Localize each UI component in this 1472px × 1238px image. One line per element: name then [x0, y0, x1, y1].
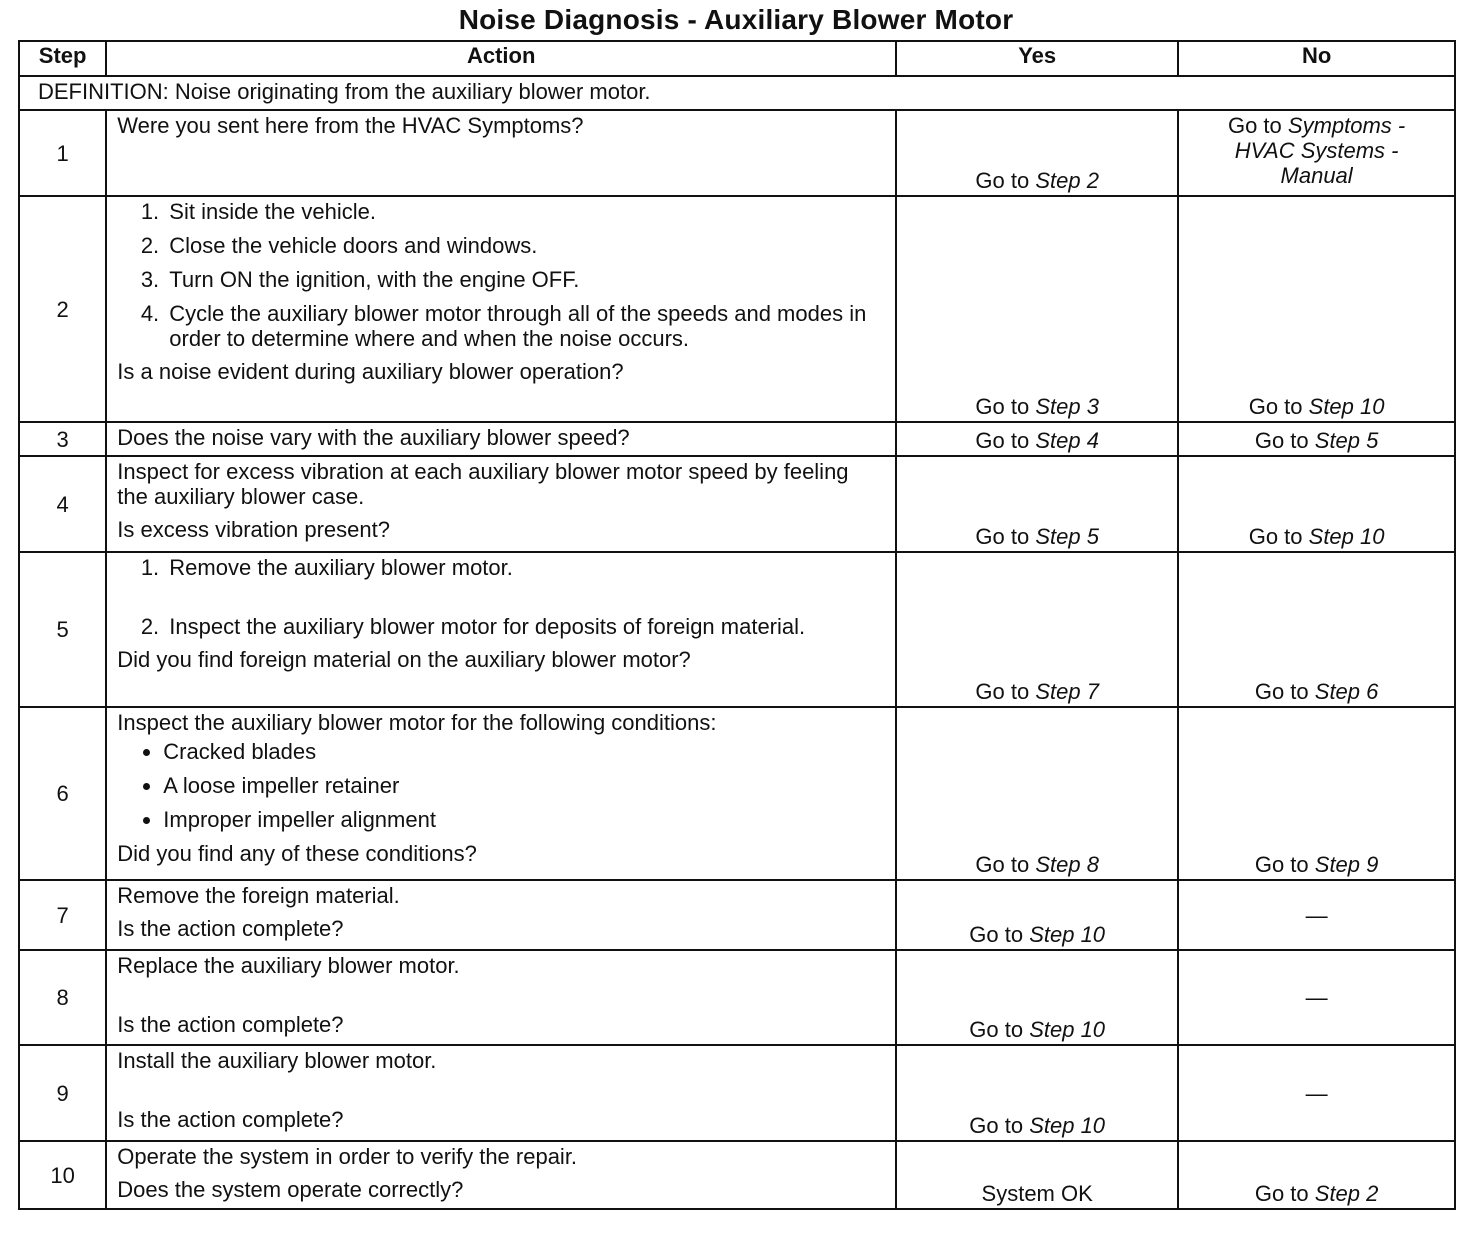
step-link[interactable]: Step 5 — [1035, 524, 1099, 549]
go-to-label: Go to — [975, 394, 1030, 419]
conditions-list — [117, 739, 885, 832]
header-action: Action — [106, 41, 896, 76]
step-link[interactable]: Step 2 — [1314, 1181, 1379, 1206]
question-text: Were you sent here from the HVAC Symptoms? — [117, 113, 584, 138]
header-yes: Yes — [896, 41, 1178, 76]
action-cell — [106, 456, 896, 552]
no-cell: — — [1178, 950, 1455, 1045]
step-link[interactable]: Step 10 — [1308, 394, 1385, 419]
yes-cell — [896, 950, 1178, 1045]
action-cell — [106, 1045, 896, 1141]
step-link[interactable]: Step 9 — [1314, 852, 1379, 877]
step-link[interactable]: Step 10 — [1308, 524, 1385, 549]
go-to-label: Go to — [1254, 852, 1309, 877]
go-to-label: Go to — [1227, 113, 1282, 138]
question-text: Did you find foreign material on the auxiliary blower motor? — [117, 647, 691, 672]
page-title: Noise Diagnosis - Auxiliary Blower Motor — [458, 4, 1014, 35]
no-cell — [1178, 456, 1455, 552]
yes-cell — [896, 456, 1178, 552]
step-link[interactable]: Symptoms - — [1287, 113, 1406, 138]
definition-text: DEFINITION: Noise originating from the auxiliary blower motor. — [19, 76, 1455, 110]
step-link[interactable]: Manual — [1280, 163, 1353, 188]
question-text: Is the action complete? — [117, 916, 344, 941]
yes-cell — [896, 1045, 1178, 1141]
yes-cell — [896, 707, 1178, 880]
step-number: 6 — [19, 707, 106, 880]
no-cell — [1178, 110, 1455, 196]
go-to-label: Go to — [969, 1113, 1024, 1138]
action-cell — [106, 707, 896, 880]
table-row — [19, 110, 1455, 196]
question-text: Is the action complete? — [117, 1012, 344, 1037]
go-to-label: Go to — [969, 922, 1024, 947]
step-link[interactable]: Step 6 — [1314, 679, 1379, 704]
action-cell — [106, 552, 896, 707]
go-to-label: Go to — [1254, 1181, 1309, 1206]
step-link[interactable]: Step 2 — [1035, 168, 1099, 193]
list-item: 3. Turn ON the ignition, with the engine OFF. — [165, 267, 885, 292]
list-item: 2. Inspect the auxiliary blower motor for deposits of foreign material. — [165, 614, 885, 639]
step-number: 9 — [19, 1045, 106, 1141]
step-number: 2 — [19, 196, 106, 422]
go-to-label: Go to — [975, 679, 1030, 704]
action-cell — [106, 196, 896, 422]
list-item: 1. Remove the auxiliary blower motor. — [165, 555, 885, 580]
action-cell — [106, 880, 896, 950]
action-text: Remove the foreign material. — [117, 883, 400, 908]
yes-cell — [896, 552, 1178, 707]
step-number: 7 — [19, 880, 106, 950]
step-number: 8 — [19, 950, 106, 1045]
question-text: Did you find any of these conditions? — [117, 841, 477, 866]
no-cell — [1178, 422, 1455, 456]
step-link[interactable]: Step 10 — [1029, 1017, 1106, 1042]
go-to-label: Go to — [975, 852, 1030, 877]
yes-cell — [896, 196, 1178, 422]
go-to-label: Go to — [1254, 679, 1309, 704]
no-cell — [1178, 707, 1455, 880]
question-text: Is the action complete? — [117, 1107, 344, 1132]
list-item: • A loose impeller retainer — [163, 773, 885, 798]
step-link[interactable]: Step 10 — [1029, 922, 1106, 947]
action-text: Inspect the auxiliary blower motor for the following conditions: — [117, 710, 717, 735]
step-link[interactable]: Step 7 — [1035, 679, 1099, 704]
list-item: 1. Sit inside the vehicle. — [165, 199, 885, 224]
step-link[interactable]: Step 10 — [1029, 1113, 1106, 1138]
go-to-label: Go to — [1248, 394, 1303, 419]
diagnosis-table — [18, 40, 1456, 1210]
question-text: Does the system operate correctly? — [117, 1177, 464, 1202]
action-cell — [106, 422, 896, 456]
step-link[interactable]: HVAC Systems - — [1234, 138, 1399, 163]
table-row — [19, 1141, 1455, 1209]
go-to-label: Go to — [975, 168, 1030, 193]
yes-cell — [896, 110, 1178, 196]
question-text: Is excess vibration present? — [117, 517, 390, 542]
yes-cell — [896, 880, 1178, 950]
action-steps-list — [117, 555, 885, 639]
step-link[interactable]: Step 8 — [1035, 852, 1099, 877]
action-text: Replace the auxiliary blower motor. — [117, 953, 460, 978]
table-row — [19, 552, 1455, 707]
go-to-label: Go to — [975, 524, 1030, 549]
step-number: 1 — [19, 110, 106, 196]
step-link[interactable]: Step 3 — [1035, 394, 1099, 419]
no-cell: — — [1178, 880, 1455, 950]
action-cell — [106, 110, 896, 196]
list-item: • Cracked blades — [163, 739, 885, 764]
list-item: 4. Cycle the auxiliary blower motor through all of the speeds and modes in order to determine where and when the noise occurs. — [165, 301, 885, 351]
action-steps-list — [117, 199, 885, 351]
header-no: No — [1178, 41, 1455, 76]
step-number: 4 — [19, 456, 106, 552]
no-cell — [1178, 1141, 1455, 1209]
action-cell — [106, 950, 896, 1045]
go-to-label: Go to — [969, 1017, 1024, 1042]
question-text: Does the noise vary with the auxiliary blower speed? — [117, 425, 630, 450]
action-text: Operate the system in order to verify the repair. — [117, 1144, 578, 1169]
go-to-label: Go to — [975, 428, 1030, 453]
table-row — [19, 880, 1455, 950]
yes-cell — [896, 422, 1178, 456]
step-link[interactable]: Step 4 — [1035, 428, 1099, 453]
step-number: 10 — [19, 1141, 106, 1209]
table-row — [19, 196, 1455, 422]
table-row — [19, 456, 1455, 552]
action-text: Install the auxiliary blower motor. — [117, 1048, 437, 1073]
go-to-label: Go to — [1254, 428, 1309, 453]
no-cell — [1178, 552, 1455, 707]
step-number: 3 — [19, 422, 106, 456]
header-step: Step — [19, 41, 106, 76]
action-text: Inspect for excess vibration at each auxiliary blower motor speed by feeling the auxiliary blower case. — [117, 459, 849, 509]
yes-cell: System OK — [896, 1141, 1178, 1209]
action-cell — [106, 1141, 896, 1209]
table-row — [19, 950, 1455, 1045]
step-number: 5 — [19, 552, 106, 707]
no-cell — [1178, 196, 1455, 422]
question-text: Is a noise evident during auxiliary blower operation? — [117, 359, 624, 384]
definition-row — [19, 76, 1455, 110]
table-header-row — [19, 41, 1455, 76]
no-cell: — — [1178, 1045, 1455, 1141]
step-link[interactable]: Step 5 — [1314, 428, 1379, 453]
list-item: 2. Close the vehicle doors and windows. — [165, 233, 885, 258]
list-item: • Improper impeller alignment — [163, 807, 885, 832]
table-row — [19, 422, 1455, 456]
table-row — [19, 1045, 1455, 1141]
table-row — [19, 707, 1455, 880]
go-to-label: Go to — [1248, 524, 1303, 549]
